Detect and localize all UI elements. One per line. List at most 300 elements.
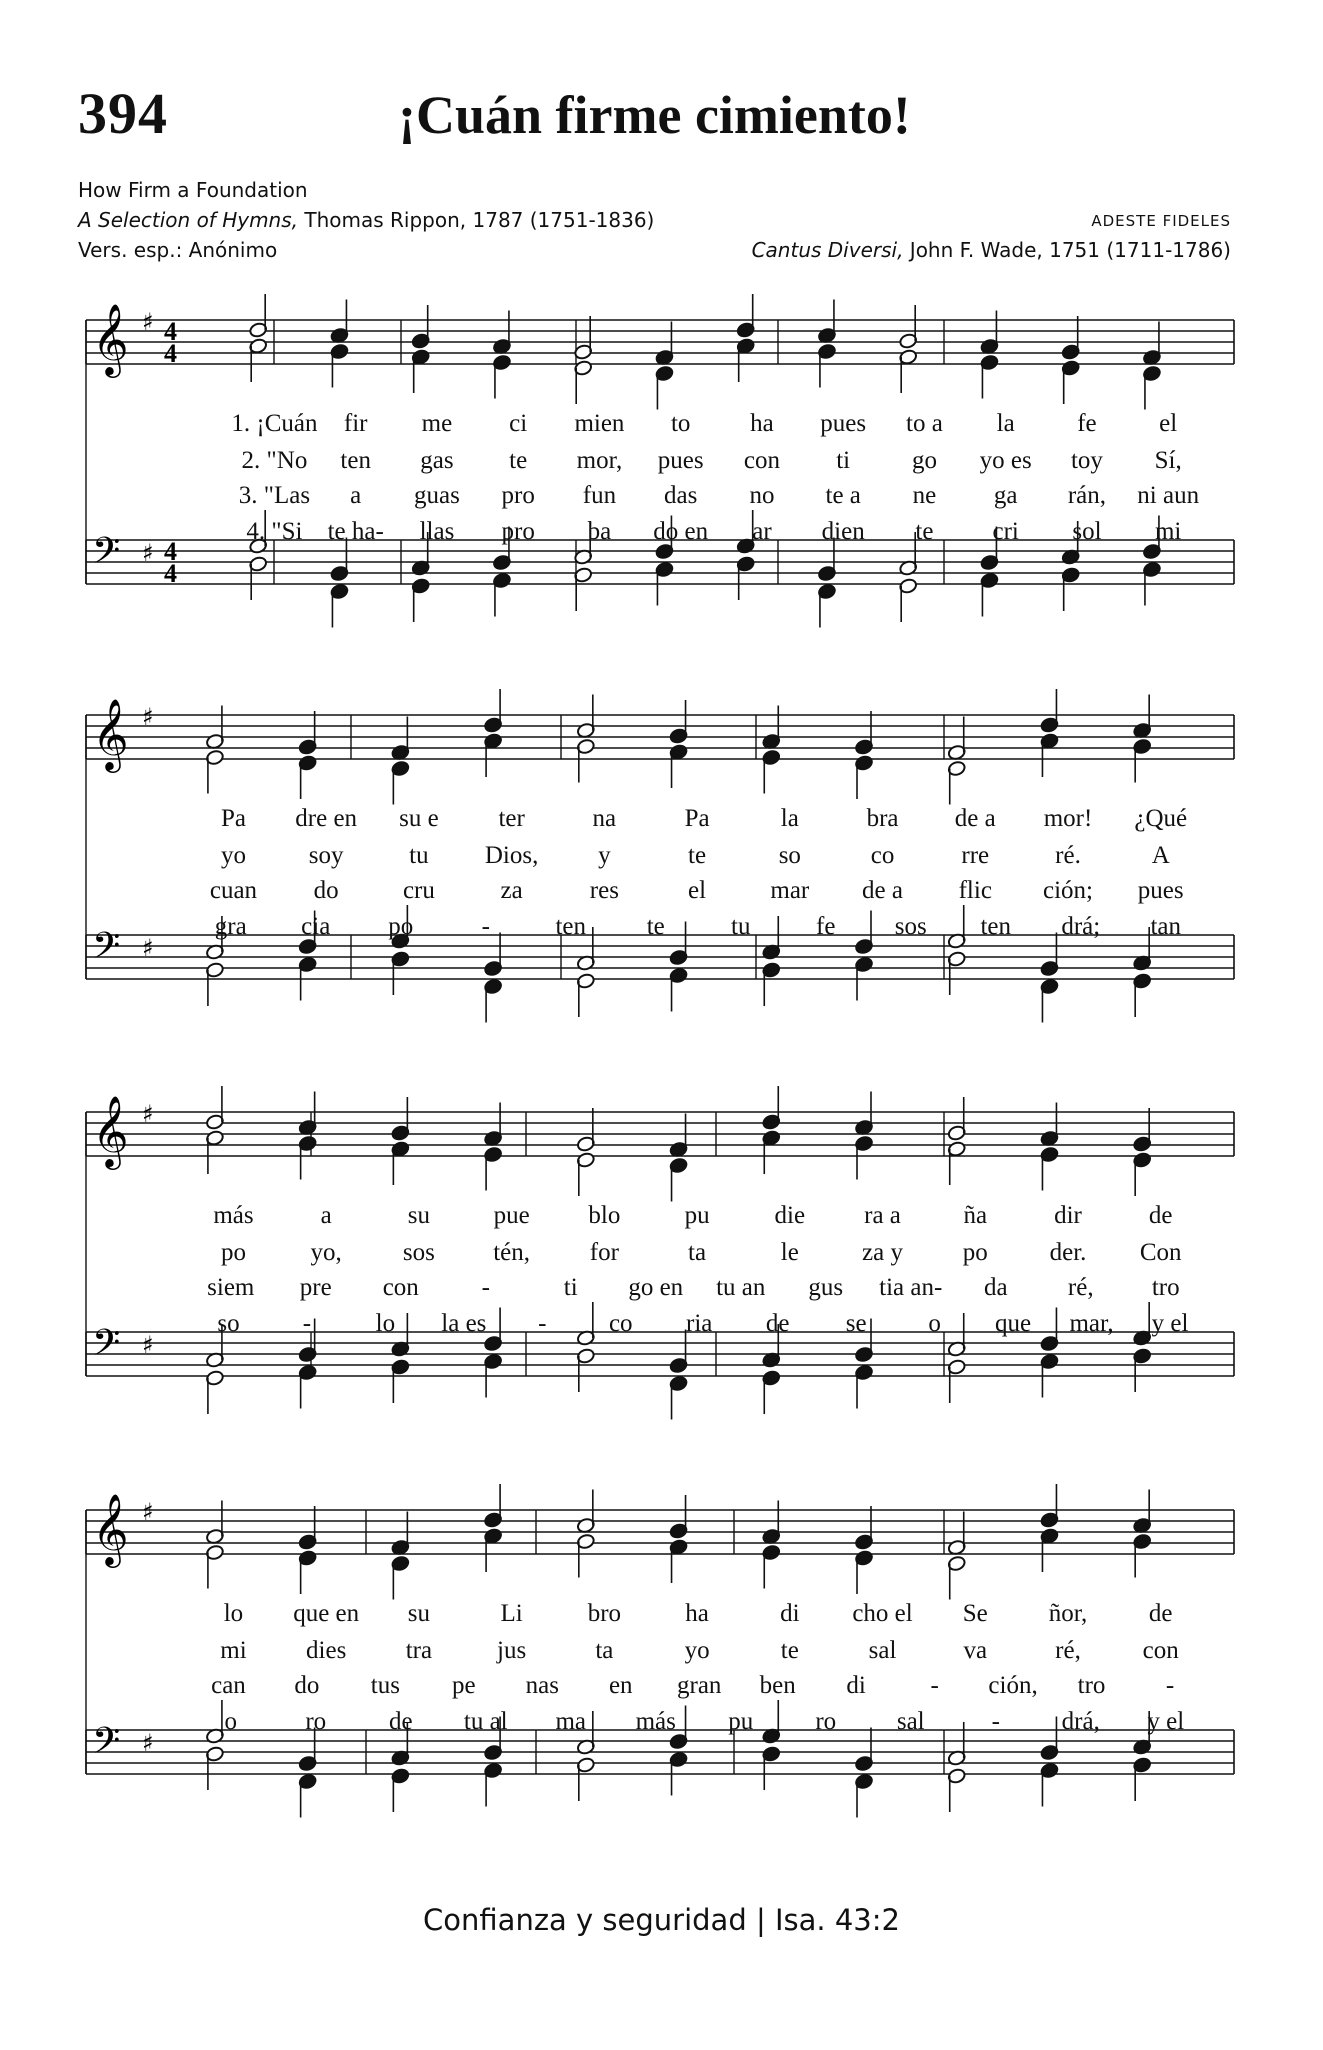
lyric-syllable: das xyxy=(664,482,698,509)
key-sharp-icon: ♯ xyxy=(142,934,154,962)
lyric-syllable: lo xyxy=(223,1600,244,1627)
lyric-syllable: ha xyxy=(750,410,774,437)
lyric-syllable: pro xyxy=(501,518,535,545)
note xyxy=(817,583,836,627)
lyric-syllable: sol xyxy=(1072,518,1102,545)
note xyxy=(817,343,836,387)
lyric-syllable: con xyxy=(1142,1637,1179,1664)
lyric-syllable: te a xyxy=(825,482,861,509)
english-title: How Firm a Foundation xyxy=(78,178,308,202)
lyric-syllable: fir xyxy=(343,410,368,437)
music-system-1 xyxy=(86,300,1234,670)
lyric-syllable: ré. xyxy=(1055,842,1081,869)
lyric-syllable: dies xyxy=(306,1637,347,1664)
lyric-syllable: nas xyxy=(525,1672,559,1699)
music-system-3 xyxy=(86,1092,1234,1462)
note xyxy=(736,556,755,600)
note xyxy=(249,294,268,338)
note xyxy=(854,1135,873,1179)
note xyxy=(947,717,966,761)
lyric-syllable: pe xyxy=(452,1672,476,1699)
lyric-syllable: pues xyxy=(657,447,704,474)
time-signature-digit: 4 xyxy=(164,339,177,368)
lyric-syllable: to a xyxy=(906,410,943,437)
lyric-syllable: Sí, xyxy=(1154,447,1182,474)
lyric-syllable: de xyxy=(1148,1202,1173,1229)
lyric-syllable: no xyxy=(749,482,775,509)
lyric-syllable: co xyxy=(608,1310,633,1337)
note xyxy=(492,354,511,398)
note xyxy=(669,700,688,744)
lyric-syllable: ba xyxy=(587,518,612,545)
note xyxy=(411,305,430,349)
time-signature-digit: 4 xyxy=(164,537,177,566)
note xyxy=(762,1370,781,1414)
note xyxy=(484,978,503,1022)
lyric-syllable: de xyxy=(1148,1600,1173,1627)
lyric-syllable: cuan xyxy=(209,877,258,904)
treble-staff xyxy=(86,1094,1234,1170)
lyric-syllable: rán, xyxy=(1067,482,1107,509)
tune-name: ADESTE FIDELES xyxy=(1091,212,1231,230)
note xyxy=(1040,1484,1059,1528)
lyric-syllable: llas xyxy=(419,518,455,545)
key-sharp-icon: ♯ xyxy=(142,1331,154,1359)
treble-staff xyxy=(86,697,1234,773)
note xyxy=(576,1757,595,1801)
lyric-syllable: co xyxy=(870,842,895,869)
lyric-syllable: lo xyxy=(375,1310,396,1337)
lyric-syllable: jus xyxy=(497,1637,527,1664)
note xyxy=(205,1746,224,1790)
treble-clef-icon: 𝄞 xyxy=(92,302,129,375)
note xyxy=(391,1555,410,1599)
footer-category: Confianza y seguridad xyxy=(423,1903,747,1937)
lyric-syllable: cia xyxy=(301,913,331,940)
note xyxy=(484,733,503,777)
lyric-syllable: yo es xyxy=(979,447,1032,474)
lyric-syllable: ña xyxy=(963,1202,988,1229)
lyric-syllable: la es xyxy=(441,1310,487,1337)
lyric-syllable: ré, xyxy=(1055,1637,1081,1664)
note xyxy=(762,749,781,793)
note xyxy=(484,1484,503,1528)
lyric-syllable: ción, xyxy=(988,1672,1038,1699)
lyric-syllable: te ha- xyxy=(327,518,384,545)
note xyxy=(576,1490,595,1534)
note xyxy=(249,338,268,382)
note xyxy=(576,973,595,1017)
note xyxy=(1133,1533,1152,1577)
note xyxy=(1061,567,1080,611)
lyric-syllable: su e xyxy=(399,805,439,832)
lyric-syllable: dre en xyxy=(295,805,358,832)
footer xyxy=(0,1903,1323,1937)
note xyxy=(762,1746,781,1790)
lyric-syllable: - xyxy=(481,913,490,940)
lyric-syllable: tia an- xyxy=(879,1274,943,1301)
lyric-syllable: con xyxy=(743,447,780,474)
tune-source xyxy=(752,238,1231,262)
note xyxy=(330,583,349,627)
lyric-syllable: - xyxy=(991,1708,1000,1735)
lyric-syllable: con xyxy=(382,1274,419,1301)
lyric-syllable: mar xyxy=(770,877,810,904)
lyric-syllable: fe xyxy=(816,913,836,940)
lyric-syllable: guas xyxy=(414,482,460,509)
note xyxy=(205,706,224,750)
lyric-syllable: na xyxy=(592,805,617,832)
lyric-syllable: mar, xyxy=(1069,1310,1114,1337)
bass-clef-icon: 𝄢 xyxy=(92,1322,121,1373)
lyric-syllable: tan xyxy=(1150,913,1182,940)
note xyxy=(669,967,688,1011)
lyric-syllable: sal xyxy=(896,1708,925,1735)
lyric-syllable: Dios, xyxy=(484,842,539,869)
lyric-syllable: toy xyxy=(1070,447,1103,474)
treble-clef-icon: 𝄞 xyxy=(92,697,129,770)
lyric-syllable: de xyxy=(765,1310,790,1337)
note xyxy=(947,760,966,804)
lyric-syllable: Se xyxy=(962,1600,988,1627)
lyric-syllable: - xyxy=(1165,1672,1175,1699)
lyric-syllable: y el xyxy=(1147,1708,1185,1735)
lyric-syllable: tu xyxy=(731,913,751,940)
lyric-syllable: ne xyxy=(912,482,937,509)
time-signature-digit: 4 xyxy=(164,317,177,346)
note xyxy=(854,1506,873,1550)
note xyxy=(1133,1152,1152,1196)
note xyxy=(484,1103,503,1147)
note xyxy=(762,1130,781,1174)
note xyxy=(1142,365,1161,409)
key-sharp-icon: ♯ xyxy=(142,308,154,336)
note xyxy=(576,1533,595,1577)
lyric-syllable: se xyxy=(845,1310,867,1337)
note xyxy=(298,755,317,799)
lyric-syllable: le xyxy=(780,1239,799,1266)
verse-line xyxy=(86,1637,1234,1669)
verse-line xyxy=(86,1274,1234,1306)
lyric-syllable: ñor, xyxy=(1048,1600,1088,1627)
treble-clef-icon: 𝄞 xyxy=(92,1094,129,1167)
note xyxy=(330,300,349,344)
lyric-syllable: a xyxy=(320,1202,332,1229)
note xyxy=(947,1555,966,1599)
treble-staff xyxy=(86,1492,1234,1568)
note xyxy=(854,1773,873,1817)
lyric-syllable: do en xyxy=(653,518,709,545)
note xyxy=(854,1550,873,1594)
lyric-syllable: que en xyxy=(293,1600,360,1627)
lyric-syllable: el xyxy=(1159,410,1178,437)
note xyxy=(1142,322,1161,366)
lyric-syllable: der. xyxy=(1049,1239,1087,1266)
verse-line xyxy=(86,447,1234,479)
note xyxy=(947,1512,966,1556)
lyric-syllable: res xyxy=(589,877,619,904)
note xyxy=(1061,360,1080,404)
lyric-syllable: cho el xyxy=(852,1600,913,1627)
lyric-syllable: ni aun xyxy=(1137,482,1200,509)
lyric-syllable: 1. ¡Cuán xyxy=(231,410,318,437)
verse-line xyxy=(86,913,1234,945)
verse-line xyxy=(86,805,1234,837)
note xyxy=(391,1512,410,1556)
lyric-syllable: tro xyxy=(1151,1274,1180,1301)
note xyxy=(1040,1146,1059,1190)
lyric-syllable: sal xyxy=(868,1637,897,1664)
lyric-syllable: cri xyxy=(992,518,1019,545)
lyric-syllable: do xyxy=(313,877,339,904)
lyric-syllable: so xyxy=(778,842,801,869)
lyric-syllable: ción; xyxy=(1043,877,1093,904)
lyric-syllable: ben xyxy=(759,1672,796,1699)
lyric-syllable: y xyxy=(598,842,611,869)
lyric-syllable: ci xyxy=(509,410,528,437)
lyric-syllable: sos xyxy=(894,913,927,940)
lyric-syllable: tén, xyxy=(493,1239,531,1266)
note xyxy=(1040,689,1059,733)
lyric-syllable: te xyxy=(646,913,665,940)
verse-line xyxy=(86,482,1234,514)
lyric-syllable: go xyxy=(911,447,937,474)
key-sharp-icon: ♯ xyxy=(142,539,154,567)
note xyxy=(391,1097,410,1141)
lyric-syllable: tu an xyxy=(716,1274,766,1301)
lyric-syllable: za y xyxy=(862,1239,904,1266)
lyric-syllable: a xyxy=(350,482,362,509)
lyric-syllable: Pa xyxy=(220,805,246,832)
note xyxy=(298,1364,317,1408)
lyric-syllable: más xyxy=(213,1202,254,1229)
note xyxy=(576,695,595,739)
lyric-syllable: ten xyxy=(980,913,1012,940)
lyric-syllable: ta xyxy=(595,1637,614,1664)
lyric-syllable: flic xyxy=(958,877,992,904)
note xyxy=(1133,1108,1152,1152)
lyric-syllable: te xyxy=(915,518,934,545)
key-sharp-icon: ♯ xyxy=(142,1729,154,1757)
note xyxy=(484,689,503,733)
verse-line xyxy=(86,410,1234,442)
bass-clef-icon: 𝄢 xyxy=(92,530,121,581)
note xyxy=(576,1152,595,1196)
lyric-syllable: za xyxy=(500,877,523,904)
lyric-syllable: - xyxy=(538,1310,547,1337)
lyric-syllable: te xyxy=(780,1637,799,1664)
lyric-syllable: 3. "Las xyxy=(238,482,311,509)
lyric-syllable: pro xyxy=(501,482,535,509)
lyric-syllable: la xyxy=(780,805,799,832)
lyric-syllable: ti xyxy=(563,1274,578,1301)
note xyxy=(854,711,873,755)
lyric-syllable: bra xyxy=(866,805,899,832)
lyric-syllable: gas xyxy=(420,447,454,474)
note xyxy=(205,749,224,793)
lyric-syllable: po xyxy=(220,1239,246,1266)
lyric-syllable: da xyxy=(983,1274,1008,1301)
verse-line xyxy=(86,1202,1234,1234)
lyric-syllable: cru xyxy=(402,877,435,904)
text-source-author: Thomas Rippon, 1787 (1751-1836) xyxy=(298,208,655,232)
verse-line xyxy=(86,877,1234,909)
lyric-syllable: su xyxy=(407,1202,431,1229)
lyric-syllable: Con xyxy=(1139,1239,1182,1266)
note xyxy=(1040,1528,1059,1572)
lyric-syllable: mi xyxy=(220,1637,247,1664)
lyric-syllable: di xyxy=(846,1672,866,1699)
tune-source-author: John F. Wade, 1751 (1711-1786) xyxy=(903,238,1231,262)
note xyxy=(205,1086,224,1130)
note xyxy=(1040,978,1059,1022)
lyric-syllable: ten xyxy=(555,913,587,940)
note xyxy=(899,349,918,393)
note xyxy=(947,951,966,995)
note xyxy=(669,1375,688,1419)
lyric-syllable: die xyxy=(774,1202,806,1229)
note xyxy=(205,1130,224,1174)
note xyxy=(1040,733,1059,777)
lyric-syllable: tu xyxy=(409,842,429,869)
note xyxy=(1133,695,1152,739)
note xyxy=(736,338,755,382)
lyric-syllable: ti xyxy=(836,447,851,474)
lyric-syllable: te xyxy=(688,842,707,869)
lyric-syllable: ra a xyxy=(864,1202,901,1229)
key-sharp-icon: ♯ xyxy=(142,1498,154,1526)
lyric-syllable: ter xyxy=(498,805,525,832)
note xyxy=(391,951,410,995)
note xyxy=(484,1146,503,1190)
note xyxy=(655,322,674,366)
lyric-syllable: la xyxy=(996,410,1015,437)
note xyxy=(762,706,781,750)
note xyxy=(484,1528,503,1572)
lyric-syllable: soy xyxy=(308,842,344,869)
note xyxy=(492,311,511,355)
lyric-syllable: can xyxy=(211,1672,246,1699)
lyric-syllable: - xyxy=(481,1274,490,1301)
note xyxy=(484,1762,503,1806)
note xyxy=(1133,1757,1152,1801)
lyric-syllable: 4. "Si xyxy=(246,518,303,545)
footer-separator: | xyxy=(755,1903,766,1937)
note xyxy=(298,711,317,755)
note xyxy=(576,738,595,782)
note xyxy=(669,1114,688,1158)
note xyxy=(980,311,999,355)
note xyxy=(980,354,999,398)
lyric-syllable: to xyxy=(670,410,691,437)
lyric-syllable: dien xyxy=(821,518,865,545)
lyric-syllable: pue xyxy=(493,1202,530,1229)
note xyxy=(411,349,430,393)
note xyxy=(330,343,349,387)
note xyxy=(669,1495,688,1539)
note xyxy=(1133,1348,1152,1392)
note xyxy=(391,717,410,761)
lyric-syllable: yo xyxy=(684,1637,710,1664)
verse-line xyxy=(86,1600,1234,1632)
note xyxy=(762,1501,781,1545)
lyric-syllable: do xyxy=(294,1672,320,1699)
lyric-syllable: o xyxy=(928,1310,941,1337)
music-system-2 xyxy=(86,695,1234,1065)
note xyxy=(576,1348,595,1392)
note xyxy=(655,365,674,409)
note xyxy=(736,294,755,338)
hymn-number: 394 xyxy=(78,81,168,146)
lyric-syllable: A xyxy=(1151,842,1170,869)
lyric-syllable: pre xyxy=(299,1274,332,1301)
note xyxy=(947,1359,966,1403)
note xyxy=(249,556,268,600)
lyric-syllable: ha xyxy=(685,1600,709,1627)
lyric-syllable: yo, xyxy=(310,1239,342,1266)
lyric-syllable: rre xyxy=(961,842,990,869)
lyric-syllable: y el xyxy=(1151,1310,1189,1337)
lyric-syllable: yo xyxy=(220,842,246,869)
verse-line xyxy=(86,1672,1234,1704)
key-sharp-icon: ♯ xyxy=(142,703,154,731)
lyric-syllable: gra xyxy=(214,913,247,940)
note xyxy=(298,1550,317,1594)
note xyxy=(899,578,918,622)
verse-line xyxy=(86,842,1234,874)
lyric-syllable: su xyxy=(407,1600,431,1627)
note xyxy=(947,1097,966,1141)
lyric-syllable: Li xyxy=(500,1600,523,1627)
verse-line xyxy=(86,1708,1234,1740)
lyric-syllable: mor, xyxy=(576,447,623,474)
note xyxy=(1133,973,1152,1017)
lyric-syllable: pu xyxy=(728,1708,754,1735)
lyric-syllable: ria xyxy=(686,1310,713,1337)
verse-line xyxy=(86,1239,1234,1271)
text-source xyxy=(78,208,654,232)
lyric-syllable: más xyxy=(635,1708,676,1735)
translation-credit: Vers. esp.: Anónimo xyxy=(78,238,278,262)
lyric-syllable: - xyxy=(302,1310,312,1337)
lyric-syllable: gran xyxy=(677,1672,722,1699)
footer-reference: Isa. 43:2 xyxy=(774,1903,900,1937)
lyric-syllable: mi xyxy=(1154,518,1182,545)
lyric-syllable: sos xyxy=(402,1239,435,1266)
bass-clef-icon: 𝄢 xyxy=(92,1720,121,1771)
lyric-syllable: ¿Qué xyxy=(1134,805,1188,832)
lyric-syllable: ga xyxy=(993,482,1018,509)
lyric-syllable: de xyxy=(388,1708,413,1735)
note xyxy=(1133,738,1152,782)
note xyxy=(669,1539,688,1583)
lyric-syllable: mien xyxy=(574,410,625,437)
note xyxy=(205,1501,224,1545)
lyric-syllable: ma xyxy=(555,1708,587,1735)
hymn-title: ¡Cuán firme cimiento! xyxy=(398,85,911,145)
note xyxy=(899,305,918,349)
note xyxy=(854,1092,873,1136)
note xyxy=(205,1544,224,1588)
tune-source-title: Cantus Diversi, xyxy=(751,238,904,262)
lyric-syllable: te xyxy=(509,447,528,474)
lyric-syllable: pu xyxy=(684,1202,710,1229)
music-system-4 xyxy=(86,1490,1234,1860)
lyric-syllable: drá; xyxy=(1061,913,1101,940)
note xyxy=(1061,316,1080,360)
note xyxy=(1133,1490,1152,1534)
lyric-syllable: ro xyxy=(815,1708,837,1735)
